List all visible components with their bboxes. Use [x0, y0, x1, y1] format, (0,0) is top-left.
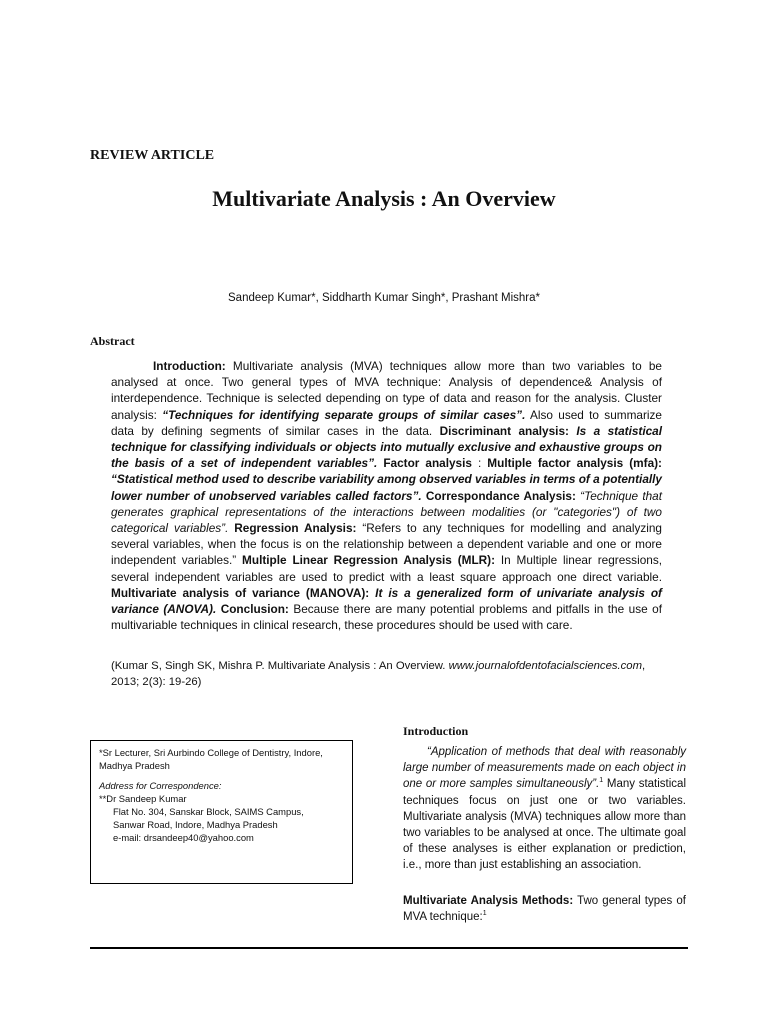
- correspondence-label: Correspondance Analysis:: [421, 488, 576, 503]
- reference-marker: 1: [482, 910, 487, 918]
- correspondence-name: **Dr Sandeep Kumar: [99, 793, 187, 804]
- manova-label: Multivariate analysis of variance (MANOVA):: [111, 585, 370, 600]
- cluster-tail: Also used to summarize data by defining segments of similar cases in the data.: [111, 407, 662, 438]
- introduction-text: Many statistical techniques focus on just one or two variables. Multivariate analysis (MVA) techniques allow more than two variables to be analysed at once. The ultimate goal of these analyses is either explanation or prediction, i.e., more than just establishing an association.: [403, 778, 686, 872]
- conclusion-text: Because there are many potential problems and pitfalls in the use of multivariable techniques in clinical research, these procedures should be used with care.: [111, 602, 662, 633]
- factor-colon: :: [471, 456, 488, 471]
- methods-label: Multivariate Analysis Methods:: [403, 895, 574, 907]
- abstract-heading: Abstract: [90, 334, 135, 348]
- conclusion-label: Conclusion:: [216, 602, 289, 617]
- mfa-label: Multiple factor analysis (mfa):: [487, 456, 662, 471]
- definition-quote: “Application of methods that deal with reasonably large number of measurements made on each object in one or more samples simultaneously”.: [403, 746, 686, 791]
- citation-suffix: , 2013; 2(3): 19-26): [111, 660, 646, 688]
- discriminant-label: Discriminant analysis:: [439, 423, 569, 438]
- address-line-2: Sanwar Road, Indore, Madhya Pradesh: [113, 819, 278, 830]
- mlr-text: In Multiple linear regressions, several independent variables are used to predict with a least square approach one direct variable.: [111, 553, 662, 584]
- factor-label: Factor analysis: [377, 456, 472, 471]
- abstract-body: [111, 358, 662, 633]
- manova-quote: It is a generalized form of univariate analysis of variance (ANOVA).: [111, 585, 662, 617]
- address-line-1: Flat No. 304, Sanskar Block, SAIMS Campus,: [113, 806, 304, 817]
- introduction-heading: Introduction: [403, 724, 469, 738]
- article-type-label: REVIEW ARTICLE: [90, 148, 215, 163]
- regression-label: Regression Analysis:: [228, 521, 357, 536]
- author-affiliation: *Sr Lecturer, Sri Aurbindo College of Dentistry, Indore, Madhya Pradesh: [99, 747, 323, 771]
- introduction-paragraph: [403, 744, 686, 874]
- regression-text: “Refers to any techniques for modelling and analyzing several variables, when the focus is on the relationship between a dependent variable and one or more independent variables.”: [111, 521, 662, 568]
- discriminant-quote: Is a statistical technique for classifying individuals or objects into mutually exclusive and exhaustive groups on the basis of a set of independent variables”.: [111, 423, 663, 471]
- cluster-quote: “Techniques for identifying separate groups of similar cases”.: [162, 407, 526, 422]
- footnote-box: [90, 740, 353, 884]
- abstract-intro-text: Multivariate analysis (MVA) techniques allow more than two variables to be analysed at once. Two general types of MVA technique: Analysis of dependence& Analysis of interdependence. Technique is selected depending on type of data and reason for the analysis. Cluster analysis:: [111, 359, 662, 422]
- journal-link[interactable]: www.journalofdentofacialsciences.com: [448, 660, 642, 672]
- citation: [111, 658, 662, 690]
- reference-marker: 1: [599, 777, 604, 785]
- methods-paragraph: [403, 893, 686, 925]
- abstract-intro-label: Introduction:: [153, 359, 226, 373]
- page-divider: [90, 947, 688, 949]
- author-list: Sandeep Kumar*, Siddharth Kumar Singh*, Prashant Mishra*: [228, 292, 540, 304]
- paper-title: Multivariate Analysis : An Overview: [212, 186, 556, 211]
- email-address[interactable]: e-mail: drsandeep40@yahoo.com: [113, 832, 254, 843]
- mlr-label: Multiple Linear Regression Analysis (MLR):: [236, 553, 496, 568]
- citation-prefix: (Kumar S, Singh SK, Mishra P. Multivariate Analysis : An Overview.: [111, 660, 449, 672]
- correspondence-quote: “Technique that generates graphical representations of the interactions between modalities (or "categories") of two categorical variables”.: [111, 488, 663, 536]
- mfa-quote: “Statistical method used to describe variability among observed variables in terms of a potentially lower number of unobserved variables called factors”.: [111, 472, 662, 503]
- methods-text: Two general types of MVA technique:: [403, 895, 686, 924]
- correspondence-label: Address for Correspondence:: [99, 780, 222, 791]
